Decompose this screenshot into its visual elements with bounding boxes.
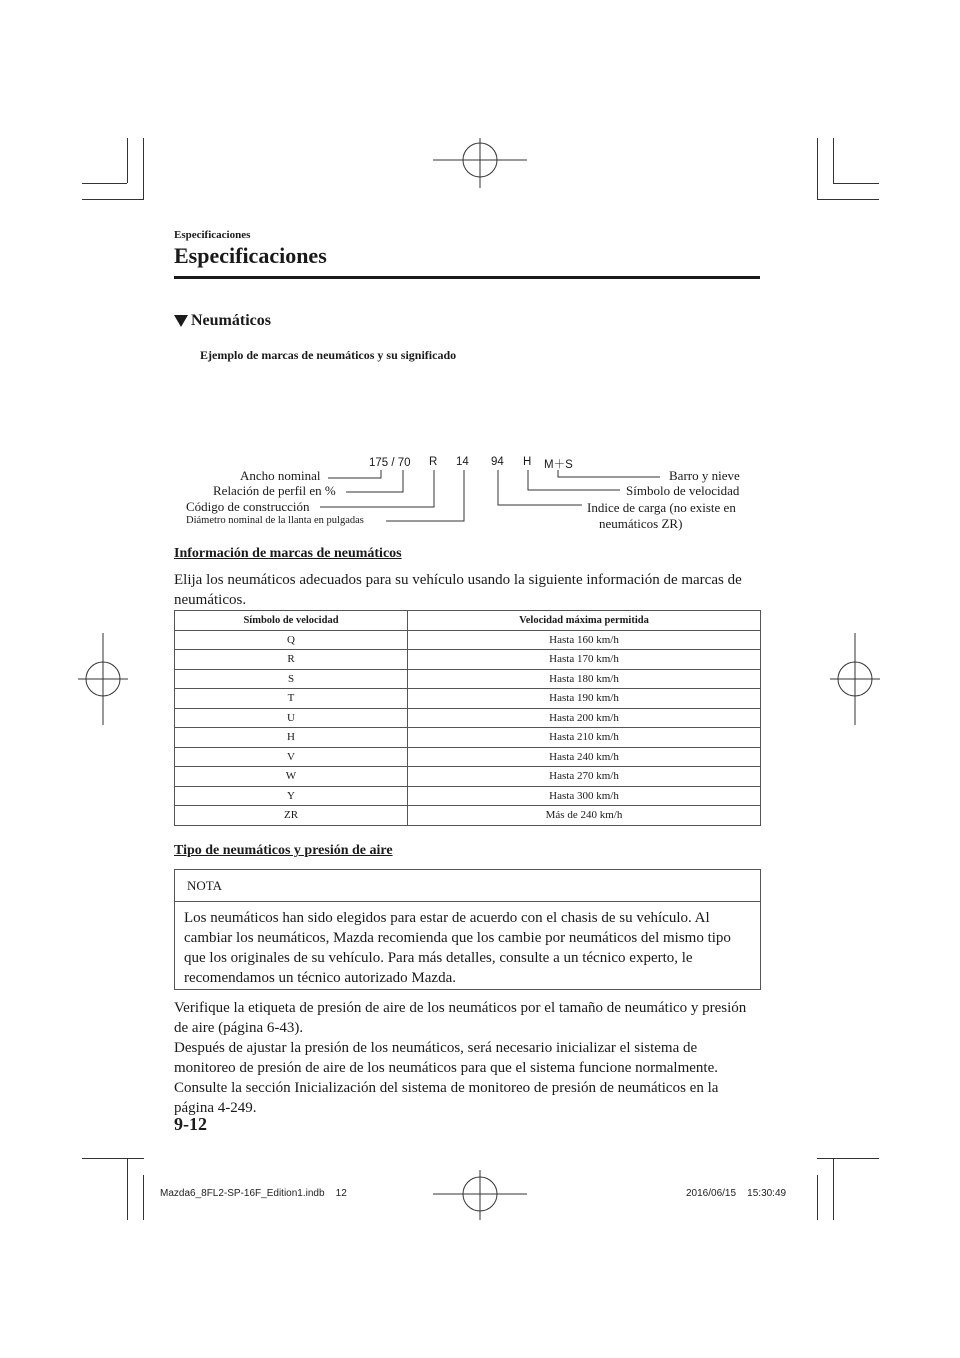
footer-filename: Mazda6_8FL2-SP-16F_Edition1.indb 12 — [160, 1188, 347, 1199]
crop-mark — [82, 1158, 144, 1159]
label-load-index: Indice de carga (no existe en — [587, 500, 736, 515]
label-speed-symbol: Símbolo de velocidad — [626, 483, 740, 498]
table-cell: Más de 240 km/h — [408, 806, 761, 826]
marking-speed: H — [523, 456, 532, 468]
tire-type-paragraph-2: Después de ajustar la presión de los neumáticos, será necesario inicializar el sistema de monitoreo de presión de aire de los neumáticos para que el sistema funcione normalmente. Consulte la sección Inicialización del sistema de monitoreo de presión de neumáticos en la página 4-249. — [174, 1040, 719, 1116]
label-rim-diameter: Diámetro nominal de la llanta en pulgadas — [186, 515, 364, 526]
table-cell: ZR — [175, 806, 408, 826]
table-cell: Hasta 210 km/h — [408, 728, 761, 748]
column-header: Velocidad máxima permitida — [408, 611, 761, 631]
note-box — [174, 869, 761, 990]
table-cell: Hasta 190 km/h — [408, 689, 761, 709]
marking-mud-snow: M＋S — [544, 459, 573, 471]
table-row — [175, 708, 761, 728]
table-cell: V — [175, 747, 408, 767]
marking-construction: R — [429, 456, 438, 468]
registration-mark — [433, 1170, 527, 1220]
section-title-text: Neumáticos — [191, 312, 271, 329]
table-header-row — [175, 611, 761, 631]
table-cell: W — [175, 767, 408, 787]
label-load-index-cont: neumáticos ZR) — [599, 516, 683, 531]
diagram-leader-lines — [0, 0, 960, 540]
table-row — [175, 767, 761, 787]
label-construction: Código de construcción — [186, 499, 310, 514]
crop-mark — [127, 1158, 128, 1220]
page-number: 9-12 — [174, 1114, 207, 1134]
tire-type-heading: Tipo de neumáticos y presión de aire — [174, 843, 393, 858]
table-cell: Hasta 240 km/h — [408, 747, 761, 767]
table-cell: R — [175, 650, 408, 670]
table-cell: S — [175, 669, 408, 689]
marking-load: 94 — [491, 456, 504, 468]
table-row — [175, 747, 761, 767]
table-cell: Y — [175, 786, 408, 806]
table-cell: T — [175, 689, 408, 709]
table-row — [175, 689, 761, 709]
diagram-caption: Ejemplo de marcas de neumáticos y su significado — [200, 348, 457, 362]
label-mud-snow: Barro y nieve — [669, 468, 740, 483]
label-aspect-ratio: Relación de perfil en % — [213, 483, 336, 498]
marking-size: 175 / 70 — [369, 457, 411, 469]
table-row — [175, 786, 761, 806]
table-cell: U — [175, 708, 408, 728]
table-row — [175, 728, 761, 748]
table-row — [175, 806, 761, 826]
table-cell: Hasta 180 km/h — [408, 669, 761, 689]
speed-symbol-table — [174, 610, 761, 826]
registration-mark — [78, 633, 128, 725]
chapter-title: Especificaciones — [174, 243, 327, 268]
table-cell: Q — [175, 630, 408, 650]
crop-mark — [143, 1175, 144, 1220]
note-text: Los neumáticos han sido elegidos para estar de acuerdo con el chasis de su vehículo. Al cambiar los neumáticos, Mazda recomienda que los cambie por neumáticos del mismo tipo que los originales de su vehículo. Para más detalles, consulte a un técnico experto, le recomendamos un técnico autorizado Mazda. — [184, 910, 731, 986]
crop-mark — [817, 1175, 818, 1220]
running-header: Especificaciones — [174, 229, 251, 241]
marks-info-heading: Información de marcas de neumáticos — [174, 546, 402, 561]
label-nominal-width: Ancho nominal — [240, 468, 321, 483]
table-cell: Hasta 270 km/h — [408, 767, 761, 787]
crop-mark — [833, 1158, 834, 1220]
crop-mark — [817, 1158, 879, 1159]
table-cell: Hasta 300 km/h — [408, 786, 761, 806]
table-row — [175, 669, 761, 689]
note-title: NOTA — [175, 870, 760, 902]
marking-rim: 14 — [456, 456, 469, 468]
marks-info-paragraph: Elija los neumáticos adecuados para su vehículo usando la siguiente información de marcas de neumáticos. — [174, 572, 742, 608]
table-row — [175, 630, 761, 650]
tire-type-paragraph-1: Verifique la etiqueta de presión de aire de los neumáticos por el tamaño de neumático y presión de aire (página 6-43). — [174, 1000, 747, 1036]
table-cell: H — [175, 728, 408, 748]
footer-timestamp: 2016/06/15 15:30:49 — [686, 1188, 787, 1199]
table-cell: Hasta 200 km/h — [408, 708, 761, 728]
column-header: Símbolo de velocidad — [175, 611, 408, 631]
registration-mark — [830, 633, 880, 725]
table-cell: Hasta 170 km/h — [408, 650, 761, 670]
table-row — [175, 650, 761, 670]
table-cell: Hasta 160 km/h — [408, 630, 761, 650]
